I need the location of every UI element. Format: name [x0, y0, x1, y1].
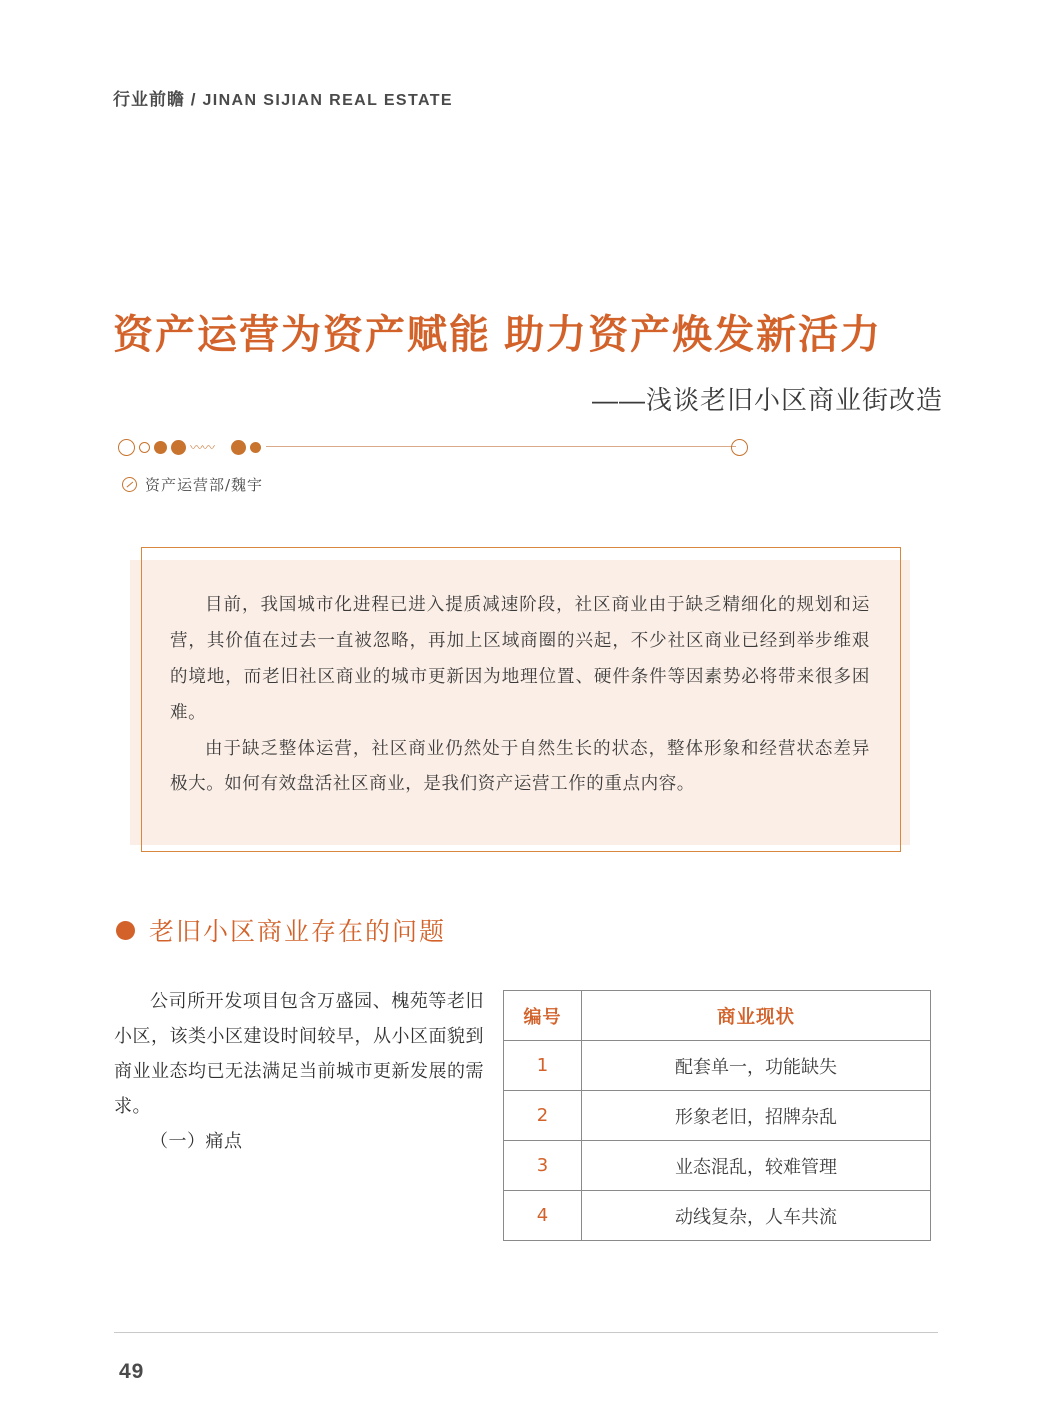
body-paragraph: （一）痛点 [150, 1131, 243, 1153]
byline [122, 474, 263, 495]
body-paragraph: 公司所开发项目包含万盛园、槐苑等老旧小区，该类小区建设时间较早，从小区面貌到商业业态均已无法满足当前城市更新发展的需求。 [114, 991, 484, 1118]
business-status-table [503, 990, 931, 1241]
table-cell-status: 配套单一，功能缺失 [582, 1041, 931, 1091]
abstract-paragraph: 由于缺乏整体运营，社区商业仍然处于自然生长的状态，整体形象和经营状态差异极大。如何有效盘活社区商业，是我们资产运营工作的重点内容。 [170, 738, 870, 795]
divider-zigzag-icon: 〰〰 [190, 440, 215, 455]
decorative-divider [118, 436, 773, 458]
section-heading [116, 912, 446, 948]
divider-dot-icon [154, 441, 167, 454]
table-header-row [504, 991, 931, 1041]
divider-ring-icon [139, 442, 150, 453]
table-cell-no: 4 [504, 1191, 582, 1241]
divider-line [266, 446, 736, 447]
page-number: 49 [119, 1360, 145, 1383]
table-row [504, 1091, 931, 1141]
abstract-paragraph: 目前，我国城市化进程已进入提质减速阶段，社区商业由于缺乏精细化的规划和运营，其价值在过去一直被忽略，再加上区域商圈的兴起，不少社区商业已经到举步维艰的境地，而老旧社区商业的城市更新因为地理位置、硬件条件等因素势必将带来很多困难。 [170, 595, 870, 723]
table-cell-status: 形象老旧，招牌杂乱 [582, 1091, 931, 1141]
divider-ring-icon [118, 439, 135, 456]
table-cell-status: 业态混乱，较难管理 [582, 1141, 931, 1191]
table-cell-no: 2 [504, 1091, 582, 1141]
table-header-cell-status: 商业现状 [582, 991, 931, 1041]
divider-ring-icon [731, 439, 748, 456]
table-row [504, 1041, 931, 1091]
header-section-label-cn: 行业前瞻 / [113, 90, 197, 109]
pen-circle-icon [122, 477, 137, 492]
byline-text: 资产运营部/魏宇 [145, 476, 264, 494]
table-row [504, 1191, 931, 1241]
dot-bullet-icon [116, 921, 135, 940]
article-title: 资产运营为资产赋能 助力资产焕发新活力 [113, 313, 883, 357]
header-section-label-en: JINAN SIJIAN REAL ESTATE [202, 92, 453, 109]
divider-dot-icon [171, 440, 186, 455]
section-heading-label: 老旧小区商业存在的问题 [149, 918, 447, 946]
table-cell-no: 3 [504, 1141, 582, 1191]
body-column [114, 984, 484, 1159]
table-header-cell-no: 编号 [504, 991, 582, 1041]
running-header [113, 85, 453, 110]
divider-dot-icon [250, 442, 261, 453]
table-cell-no: 1 [504, 1041, 582, 1091]
divider-dot-icon [231, 440, 246, 455]
table-cell-status: 动线复杂，人车共流 [582, 1191, 931, 1241]
table-row [504, 1141, 931, 1191]
article-subtitle: ——浅谈老旧小区商业街改造 [591, 385, 943, 415]
footer-divider [114, 1332, 938, 1333]
abstract-body [170, 588, 870, 803]
